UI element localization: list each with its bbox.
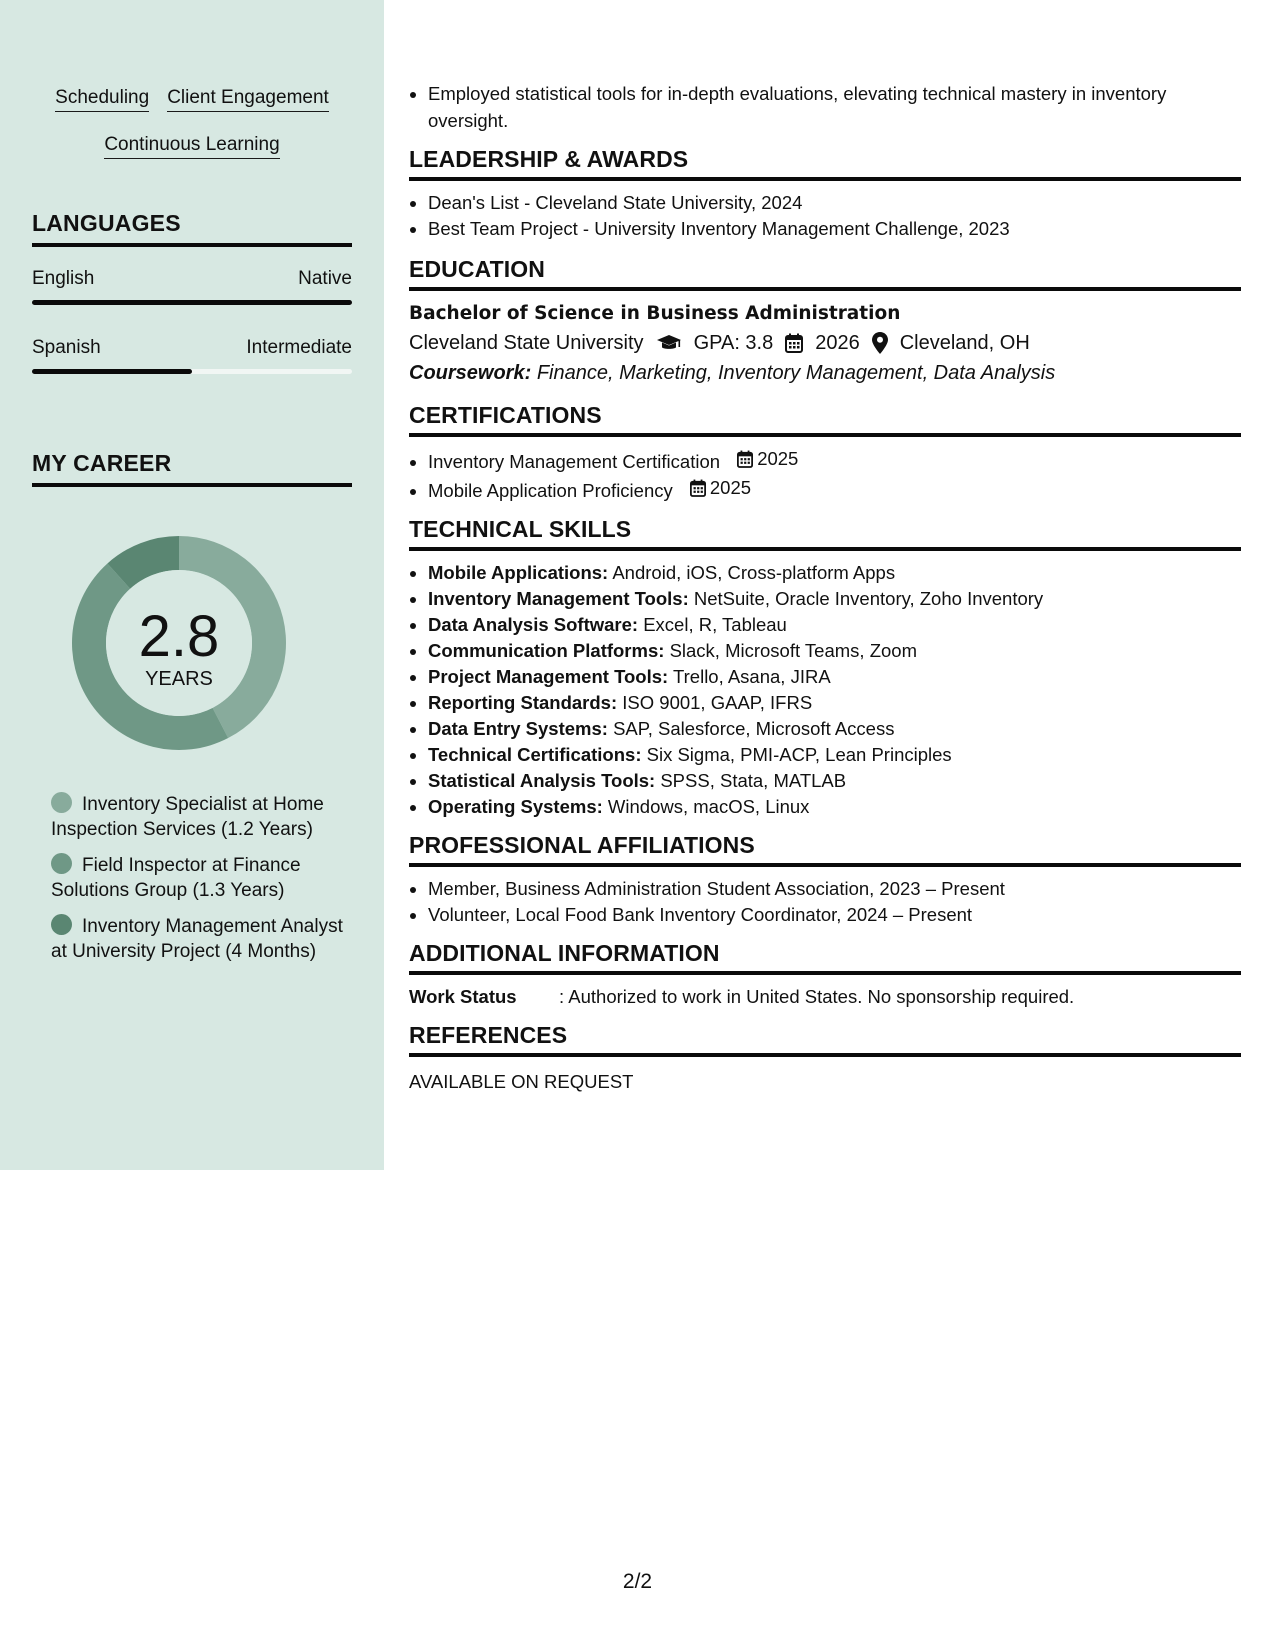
career-text: Inventory Specialist at Home Inspection Services (1.2 Years)	[51, 794, 324, 840]
technical-skill-item	[428, 560, 1241, 586]
career-dot	[51, 853, 72, 874]
location-pin-icon	[872, 332, 888, 354]
language-name: Spanish	[32, 337, 101, 358]
skill-values: Android, iOS, Cross-platform Apps	[612, 562, 896, 583]
section-title: TECHNICAL SKILLS	[409, 516, 1241, 551]
leadership-section	[409, 146, 1241, 242]
sidebar	[0, 0, 384, 1170]
career-item	[51, 914, 346, 964]
skill-category: Data Analysis Software:	[428, 614, 639, 635]
skill-category: Data Entry Systems:	[428, 718, 608, 739]
skill-tags	[20, 87, 364, 181]
skill-tag: Scheduling	[55, 87, 149, 112]
skill-values: Excel, R, Tableau	[643, 614, 787, 635]
education-section	[409, 256, 1241, 388]
career-list	[51, 792, 346, 975]
career-unit: YEARS	[145, 668, 213, 690]
career-text: Inventory Management Analyst at University Project (4 Months)	[51, 916, 343, 962]
degree: Bachelor of Science in Business Administration	[409, 303, 901, 324]
work-status-label: Work Status	[409, 986, 517, 1007]
coursework	[409, 358, 1241, 388]
technical-skill-item	[428, 638, 1241, 664]
career-text: Field Inspector at Finance Solutions Group (1.3 Years)	[51, 855, 301, 901]
language-bar	[32, 300, 352, 305]
language-english	[32, 268, 352, 305]
language-name: English	[32, 268, 95, 289]
skill-values: Six Sigma, PMI-ACP, Lean Principles	[646, 744, 952, 765]
career-item	[51, 853, 346, 903]
certification-name: Mobile Application Proficiency	[428, 480, 673, 501]
references-section	[409, 1022, 1241, 1095]
skill-tag: Continuous Learning	[104, 134, 279, 159]
skill-values: Trello, Asana, JIRA	[673, 666, 831, 687]
main-content	[409, 80, 1241, 1095]
work-status-row	[409, 984, 1241, 1010]
skill-category: Operating Systems:	[428, 796, 603, 817]
skill-values: NetSuite, Oracle Inventory, Zoho Inventory	[693, 588, 1044, 609]
page-number: 2/2	[622, 1570, 653, 1593]
coursework-list: Finance, Marketing, Inventory Management, Data Analysis	[536, 362, 1056, 384]
technical-skills-section	[409, 516, 1241, 820]
section-title: REFERENCES	[409, 1022, 1241, 1057]
skill-values: Slack, Microsoft Teams, Zoom	[669, 640, 917, 661]
work-status-value: : Authorized to work in United States. No sponsorship required.	[559, 986, 1075, 1007]
language-bar-fill	[32, 300, 352, 305]
technical-skill-item	[428, 664, 1241, 690]
additional-info-section	[409, 940, 1241, 1010]
skill-values: SAP, Salesforce, Microsoft Access	[613, 718, 895, 739]
language-level: Native	[298, 268, 352, 289]
career-item	[51, 792, 346, 842]
affiliations-section	[409, 832, 1241, 928]
skill-values: SPSS, Stata, MATLAB	[660, 770, 847, 791]
language-bar-fill	[32, 369, 192, 374]
section-title: EDUCATION	[409, 256, 1241, 291]
calendar-icon	[690, 479, 706, 497]
career-dot	[51, 914, 72, 935]
skill-category: Technical Certifications:	[428, 744, 642, 765]
calendar-icon	[737, 450, 753, 468]
certification-year: 2025	[709, 477, 752, 498]
technical-skills-list	[409, 560, 1241, 820]
experience-bullet: • Employed statistical tools for in-depth evaluations, elevating technical mastery in inventory oversight.	[428, 80, 1241, 134]
section-title: ADDITIONAL INFORMATION	[409, 940, 1241, 975]
school-name: Cleveland State University	[409, 332, 644, 354]
skill-category: Project Management Tools:	[428, 666, 669, 687]
technical-skill-item	[428, 586, 1241, 612]
affiliation-item: • Volunteer, Local Food Bank Inventory Coordinator, 2024 – Present	[428, 902, 1241, 928]
award-item: • Best Team Project - University Inventory Management Challenge, 2023	[428, 216, 1241, 242]
education-details	[409, 328, 1241, 358]
graduation-year: 2026	[815, 332, 860, 354]
section-title: LEADERSHIP & AWARDS	[409, 146, 1241, 181]
gpa: GPA: 3.8	[693, 332, 774, 354]
certification-item	[428, 446, 1241, 475]
technical-skill-item	[428, 690, 1241, 716]
skill-category: Mobile Applications:	[428, 562, 609, 583]
language-spanish	[32, 337, 352, 374]
skill-category: Inventory Management Tools:	[428, 588, 689, 609]
career-dot	[51, 792, 72, 813]
career-donut-center	[66, 530, 292, 756]
certification-year: 2025	[757, 448, 799, 469]
skill-values: Windows, macOS, Linux	[607, 796, 810, 817]
career-total: 2.8	[138, 604, 220, 669]
graduation-cap-icon	[656, 334, 682, 352]
school-location: Cleveland, OH	[899, 332, 1030, 354]
technical-skill-item	[428, 716, 1241, 742]
references-text: AVAILABLE ON REQUEST	[409, 1071, 634, 1092]
career-heading: MY CAREER	[32, 450, 352, 487]
technical-skill-item	[428, 768, 1241, 794]
certification-name: Inventory Management Certification	[428, 451, 721, 472]
coursework-label: Coursework:	[409, 362, 532, 384]
section-title: PROFESSIONAL AFFILIATIONS	[409, 832, 1241, 867]
skill-category: Communication Platforms:	[428, 640, 665, 661]
languages-heading: LANGUAGES	[32, 210, 352, 247]
experience-bullets	[409, 80, 1241, 134]
technical-skill-item	[428, 742, 1241, 768]
section-title: CERTIFICATIONS	[409, 402, 1241, 437]
career-donut	[66, 530, 292, 756]
language-bar	[32, 369, 352, 374]
skill-values: ISO 9001, GAAP, IFRS	[622, 692, 813, 713]
skill-category: Reporting Standards:	[428, 692, 618, 713]
calendar-icon	[785, 333, 803, 353]
affiliation-item: • Member, Business Administration Student Association, 2023 – Present	[428, 876, 1241, 902]
skill-tag: Client Engagement	[167, 87, 329, 112]
certifications-section	[409, 402, 1241, 504]
technical-skill-item	[428, 794, 1241, 820]
skill-category: Statistical Analysis Tools:	[428, 770, 656, 791]
award-item: • Dean's List - Cleveland State University, 2024	[428, 190, 1241, 216]
technical-skill-item	[428, 612, 1241, 638]
language-level: Intermediate	[246, 337, 352, 358]
certification-item	[428, 475, 1241, 504]
